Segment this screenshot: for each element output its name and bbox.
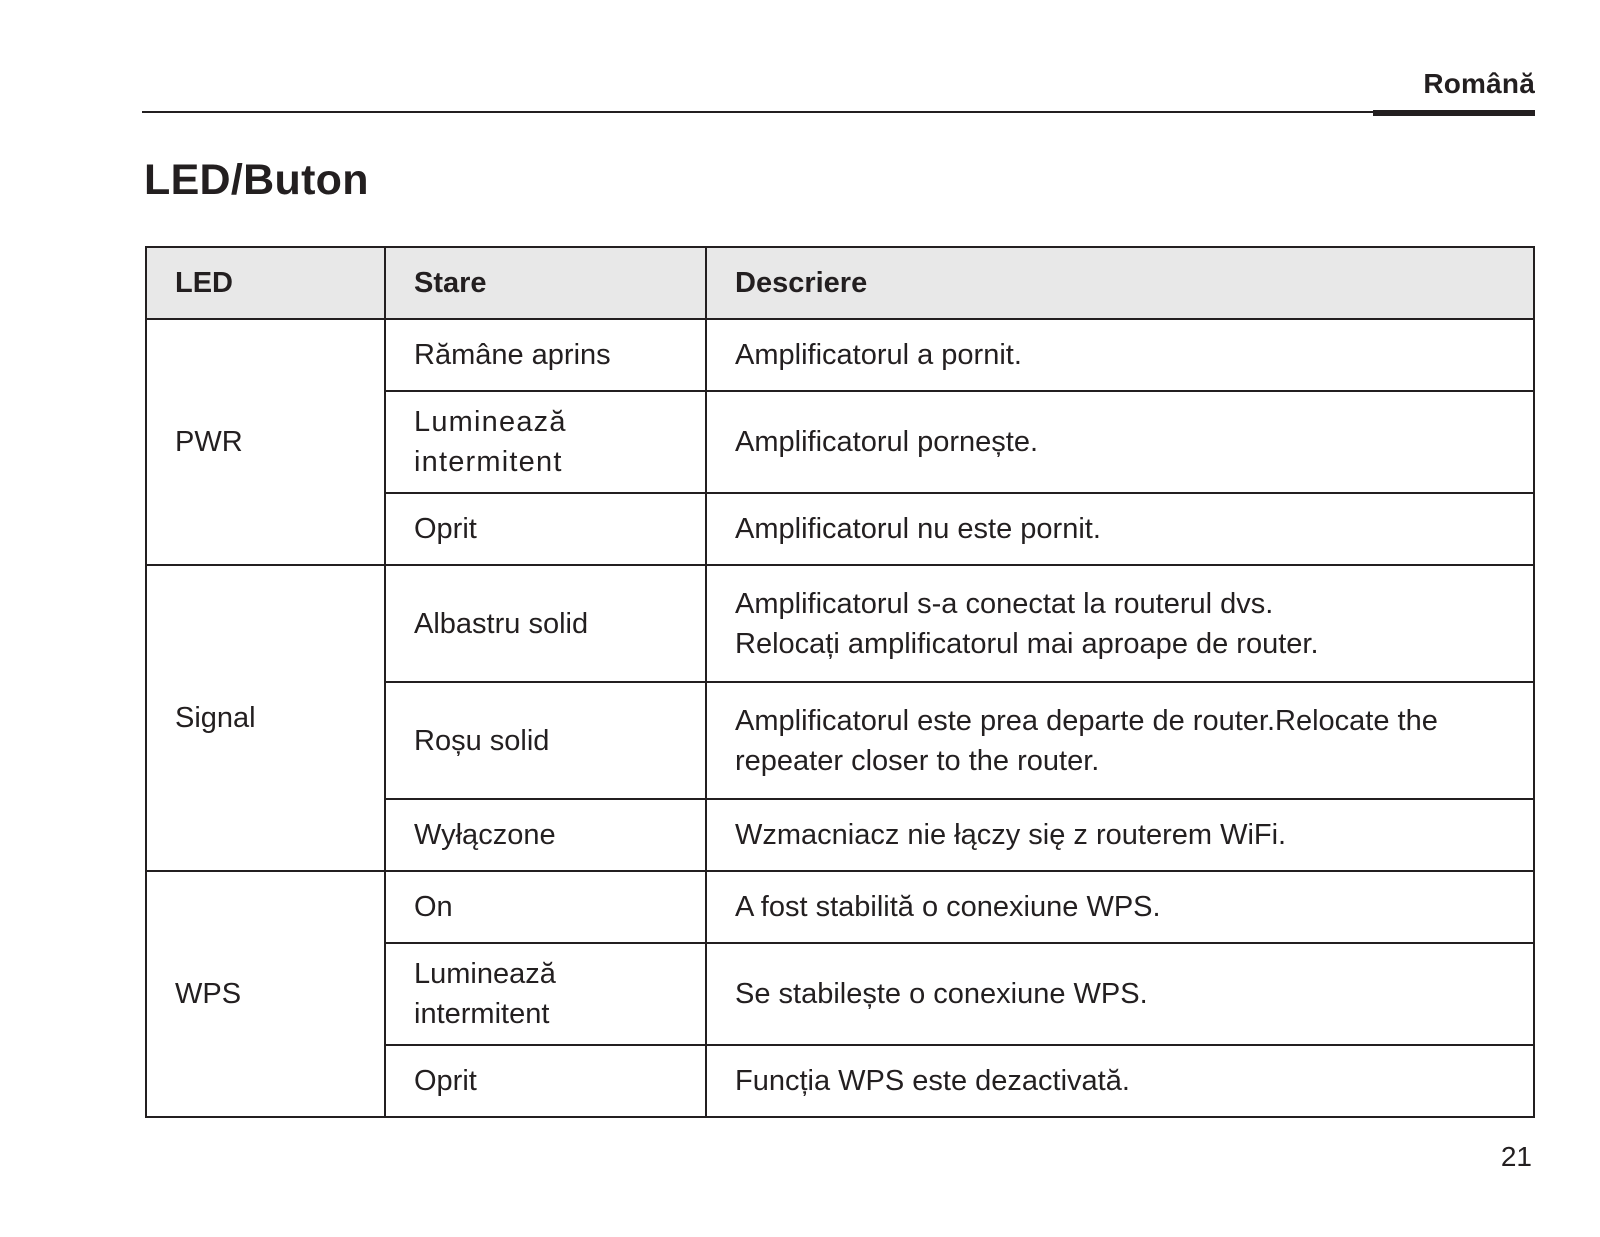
language-label: Română	[1423, 68, 1535, 99]
led-status-table	[145, 246, 1535, 1118]
state-cell	[385, 391, 706, 493]
description-text: Amplificatorul pornește.	[735, 426, 1039, 458]
description-text: Amplificatorul a pornit.	[735, 339, 1022, 371]
state-text: Oprit	[414, 513, 477, 545]
description-text: Wzmacniacz nie łączy się z routerem WiFi.	[735, 819, 1287, 851]
led-name-cell: PWR	[146, 319, 385, 565]
page-number: 21	[1500, 1141, 1532, 1172]
description-text: Amplificatorul nu este pornit.	[735, 513, 1101, 545]
description-text: Relocați amplificatorul mai aproape de router.	[735, 627, 1319, 660]
state-cell	[385, 799, 706, 871]
table-row	[146, 565, 1534, 682]
description-cell	[706, 799, 1534, 871]
column-header-state: Stare	[385, 247, 706, 319]
table-row	[146, 871, 1534, 943]
state-text: intermitent	[414, 446, 563, 478]
state-cell	[385, 319, 706, 391]
state-text: Wyłączone	[414, 819, 556, 851]
state-text: Rămâne aprins	[414, 339, 611, 371]
state-text: Luminează	[414, 958, 556, 990]
description-text: A fost stabilită o conexiune WPS.	[735, 891, 1161, 923]
state-text: Roșu solid	[414, 724, 550, 757]
state-cell	[385, 943, 706, 1045]
description-cell	[706, 391, 1534, 493]
led-name-cell: Signal	[146, 565, 385, 871]
state-cell	[385, 871, 706, 943]
description-cell	[706, 319, 1534, 391]
column-header-led: LED	[146, 247, 385, 319]
led-name-cell: WPS	[146, 871, 385, 1117]
state-text: Oprit	[414, 1065, 477, 1097]
header-divider	[142, 111, 1535, 113]
description-text: repeater closer to the router.	[735, 744, 1100, 777]
description-cell	[706, 871, 1534, 943]
state-cell	[385, 1045, 706, 1117]
header-divider-accent	[1373, 110, 1535, 116]
table-row	[146, 319, 1534, 391]
state-text: On	[414, 891, 453, 923]
description-text: Funcția WPS este dezactivată.	[735, 1065, 1130, 1097]
description-cell	[706, 1045, 1534, 1117]
description-cell	[706, 682, 1534, 799]
page-title: LED/Buton	[144, 156, 369, 204]
description-text: Amplificatorul s-a conectat la routerul dvs.	[735, 587, 1274, 620]
description-cell	[706, 493, 1534, 565]
state-cell	[385, 493, 706, 565]
state-cell	[385, 565, 706, 682]
column-header-description: Descriere	[706, 247, 1534, 319]
description-cell	[706, 565, 1534, 682]
state-text: Luminează	[414, 406, 567, 438]
state-text: Albastru solid	[414, 607, 589, 640]
description-text: Se stabilește o conexiune WPS.	[735, 978, 1148, 1010]
state-text: intermitent	[414, 998, 550, 1030]
description-text: Amplificatorul este prea departe de router.Relocate the	[735, 704, 1438, 737]
description-cell	[706, 943, 1534, 1045]
state-cell	[385, 682, 706, 799]
table-header-row	[146, 247, 1534, 319]
